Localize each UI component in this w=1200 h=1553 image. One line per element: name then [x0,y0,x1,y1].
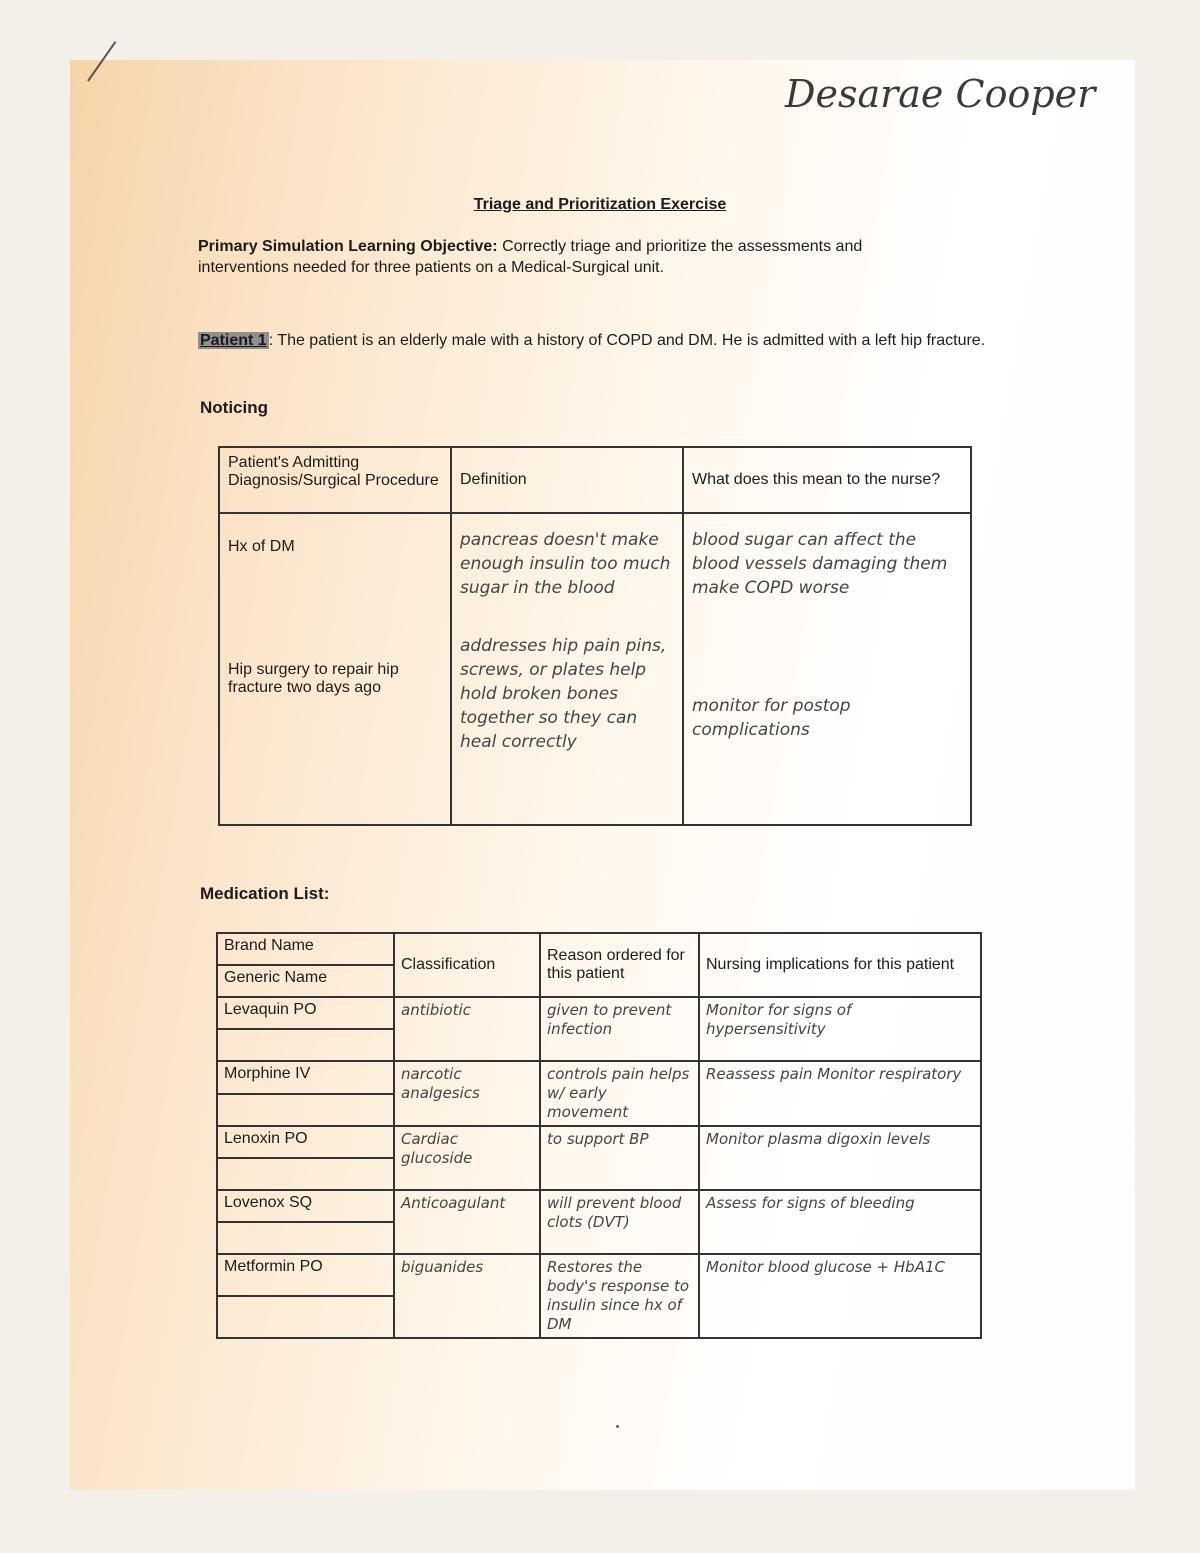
patient-text: : The patient is an elderly male with a history of COPD and DM. He is admitted with a left hip fracture. [268,332,986,349]
dx-meaning-2: monitor for postop complications [692,696,851,740]
med-header-reason: Reason ordered for this patient [540,933,699,997]
med-reason: given to prevent infection [540,997,699,1061]
med-reason: to support BP [540,1126,699,1190]
medication-list-heading: Medication List: [200,884,330,903]
dx-diagnosis-1: Hx of DM [228,538,295,555]
dx-definition-1: pancreas doesn't make enough insulin too much sugar in the blood [460,530,671,598]
med-implications: Monitor plasma digoxin levels [699,1126,981,1190]
med-brand: Levaquin PO [217,997,394,1029]
med-generic [217,1094,394,1127]
diagnosis-table [218,446,972,826]
med-row [217,1254,981,1296]
patient-description [198,330,998,351]
med-reason: controls pain helps w/ early movement [540,1061,699,1126]
dx-meaning-1: blood sugar can affect the blood vessels damaging them make COPD worse [692,530,948,598]
med-header-implications: Nursing implications for this patient [699,933,981,997]
med-classification: narcotic analgesics [394,1061,540,1126]
document-title: Triage and Prioritization Exercise [473,196,727,213]
handwritten-signature: Desarae Cooper [785,72,1096,116]
med-implications: Assess for signs of bleeding [699,1190,981,1254]
med-reason: Restores the body's response to insulin since hx of DM [540,1254,699,1338]
med-classification: antibiotic [394,997,540,1061]
med-generic [217,1029,394,1061]
med-brand: Metformin PO [217,1254,394,1296]
med-brand: Morphine IV [217,1061,394,1094]
med-header-generic: Generic Name [217,965,394,997]
med-classification: Anticoagulant [394,1190,540,1254]
paper-speck [616,1425,619,1428]
med-row [217,1126,981,1158]
learning-objective [198,236,918,278]
patient-label: Patient 1 [200,332,267,349]
med-generic [217,1222,394,1254]
med-classification: Cardiac glucoside [394,1126,540,1190]
dx-header-diagnosis: Patient's Admitting Diagnosis/Surgical Procedure [219,447,451,513]
dx-diagnosis-2: Hip surgery to repair hip fracture two days ago [228,661,399,696]
med-reason: will prevent blood clots (DVT) [540,1190,699,1254]
med-row [217,1190,981,1222]
med-brand: Lenoxin PO [217,1126,394,1158]
dx-header-definition: Definition [451,447,683,513]
med-generic [217,1158,394,1190]
med-header-brand: Brand Name [217,933,394,965]
med-classification: biguanides [394,1254,540,1338]
objective-label: Primary Simulation Learning Objective: [198,238,498,255]
medication-table [216,932,982,1339]
objective-text: Correctly triage and prioritize the assessments and interventions needed for three patients on a Medical-Surgical unit. [198,238,863,276]
dx-header-meaning: What does this mean to the nurse? [683,447,971,513]
med-header-classification: Classification [394,933,540,997]
med-implications: Reassess pain Monitor respiratory [699,1061,981,1126]
med-implications: Monitor blood glucose + HbA1C [699,1254,981,1338]
dx-cell-definition [451,513,683,825]
dx-cell-meaning [683,513,971,825]
med-row [217,1061,981,1094]
noticing-heading: Noticing [200,398,268,417]
dx-cell-diagnosis [219,513,451,825]
med-generic [217,1296,394,1338]
med-implications: Monitor for signs of hypersensitivity [699,997,981,1061]
med-row [217,997,981,1029]
med-brand: Lovenox SQ [217,1190,394,1222]
dx-definition-2: addresses hip pain pins, screws, or plates help hold broken bones together so they can heal correctly [460,636,667,752]
